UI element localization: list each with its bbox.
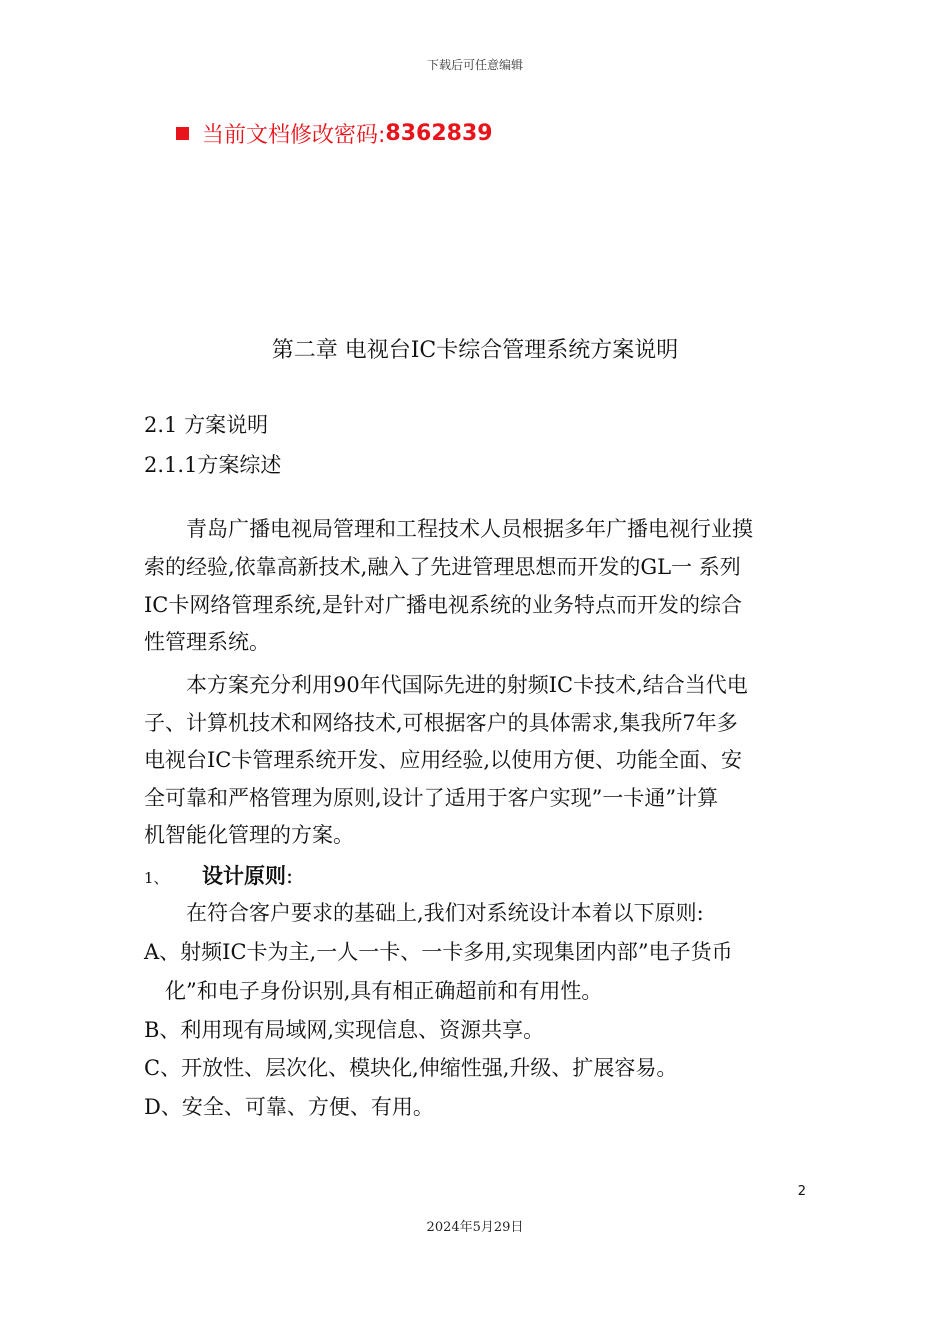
list-item: D、安全、可靠、方便、有用。 bbox=[144, 1095, 434, 1119]
paragraph-line: 性管理系统。 bbox=[144, 630, 270, 654]
paragraph-line: 电视台IC卡管理系统开发、应用经验,以使用方便、功能全面、安 bbox=[144, 748, 743, 772]
paragraph-line: 本方案充分利用90年代国际先进的射频IC卡技术,结合当代电 bbox=[144, 673, 748, 697]
paragraph-line: 机智能化管理的方案。 bbox=[144, 823, 354, 847]
section-heading-2-1-1: 2.1.1方案综述 bbox=[144, 453, 282, 477]
paragraph-line: 全可靠和严格管理为原则,设计了适用于客户实现”一卡通”计算 bbox=[144, 786, 719, 810]
principle-number: 1、 bbox=[144, 869, 169, 887]
password-value: 8362839 bbox=[385, 121, 493, 146]
principle-colon: : bbox=[286, 864, 294, 888]
list-item: C、开放性、层次化、模块化,伸缩性强,升级、扩展容易。 bbox=[144, 1056, 678, 1080]
footer-date: 2024年5月29日 bbox=[426, 1220, 524, 1235]
principle-title: 设计原则 bbox=[202, 864, 286, 888]
list-item: A、射频IC卡为主,一人一卡、一卡多用,实现集团内部”电子货币 bbox=[144, 940, 733, 964]
paragraph-line: 青岛广播电视局管理和工程技术人员根据多年广播电视行业摸 bbox=[144, 517, 753, 541]
section-heading-2-1: 2.1 方案说明 bbox=[144, 413, 269, 437]
principle-intro: 在符合客户要求的基础上,我们对系统设计本着以下原则: bbox=[144, 901, 704, 925]
page-number: 2 bbox=[797, 1184, 806, 1199]
paragraph-line: 子、计算机技术和网络技术,可根据客户的具体需求,集我所7年多 bbox=[144, 711, 738, 735]
list-item: 化”和电子身份识别,具有相正确超前和有用性。 bbox=[144, 979, 603, 1003]
red-square-bullet-icon bbox=[176, 127, 189, 140]
list-item: B、利用现有局域网,实现信息、资源共享。 bbox=[144, 1018, 545, 1042]
principle-heading bbox=[144, 860, 293, 890]
header-note: 下载后可任意编辑 bbox=[426, 58, 523, 72]
chapter-title: 第二章 电视台IC卡综合管理系统方案说明 bbox=[271, 338, 679, 363]
password-notice bbox=[176, 118, 493, 149]
paragraph-line: 索的经验,依靠高新技术,融入了先进管理思想而开发的GL一 系列 bbox=[144, 555, 741, 579]
password-label: 当前文档修改密码: bbox=[202, 123, 386, 148]
paragraph-line: IC卡网络管理系统,是针对广播电视系统的业务特点而开发的综合 bbox=[144, 593, 743, 617]
